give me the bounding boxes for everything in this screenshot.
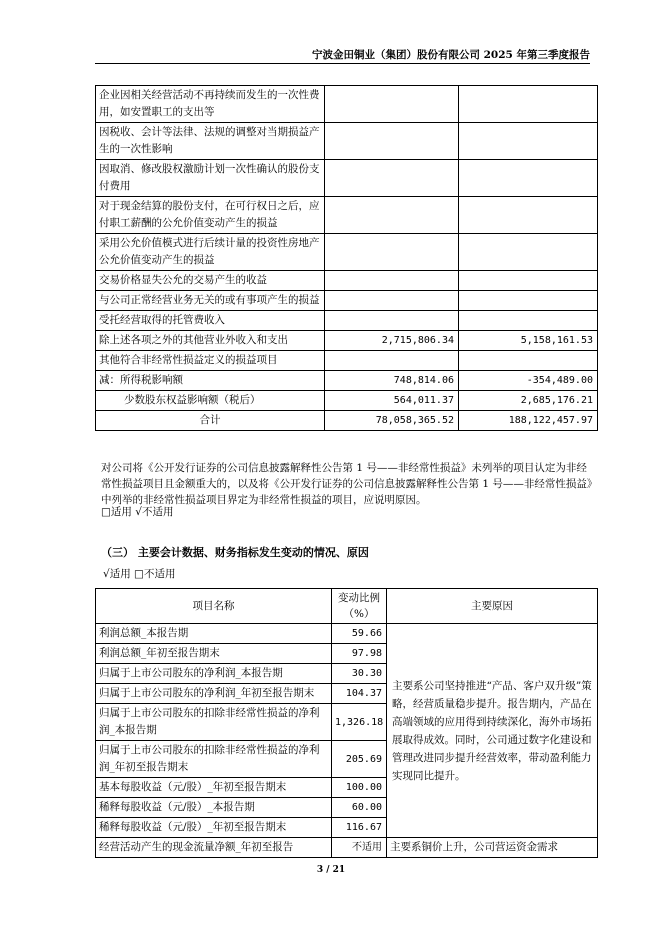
row-value-ytd [459, 234, 598, 271]
page-number: 3 / 21 [316, 865, 346, 875]
row-value-current [325, 291, 459, 311]
row-item-label: 因取消、修改股权激励计划一次性确认的股份支付费用 [96, 160, 325, 197]
row-value-current: 2,715,806.34 [325, 331, 459, 351]
row-item-label: 交易价格显失公允的交易产生的收益 [96, 271, 325, 291]
table-row [96, 624, 598, 644]
page-header-title: 宁波金田铜业（集团）股份有限公司 2025 年第三季度报告 [311, 49, 590, 61]
table-row [96, 838, 598, 858]
note-paragraph: 对公司将《公开发行证券的公司信息披露解释性公告第 1 号——非经常性损益》未列举的项目认定为非经常性损益项目且金额重大的，以及将《公开发行证券的公司信息披露解释性公告第 1 号——非经常性损益》中列举的非经常性损益项目界定为非经常性损益的项目，应说明原因。 [101, 462, 593, 506]
row-value-current [325, 160, 459, 197]
row-item-label: 采用公允价值模式进行后续计量的投资性房地产公允价值变动产生的损益 [96, 234, 325, 271]
row-value-ytd [459, 197, 598, 234]
header-main-reason: 主要原因 [387, 589, 598, 624]
row-value-current [325, 123, 459, 160]
indicator-name: 基本每股收益（元/股）_年初至报告期末 [96, 778, 332, 798]
row-item-label: 少数股东权益影响额（税后） [96, 391, 325, 411]
row-value-current: 564,011.37 [325, 391, 459, 411]
row-value-ytd [459, 160, 598, 197]
row-item-label: 除上述各项之外的其他营业外收入和支出 [96, 331, 325, 351]
row-item-label: 其他符合非经常性损益定义的损益项目 [96, 351, 325, 371]
row-value-current: 78,058,365.52 [325, 411, 459, 431]
indicator-name: 归属于上市公司股东的扣除非经常性损益的净利润_年初至报告期末 [96, 741, 332, 778]
indicator-name: 归属于上市公司股东的净利润_年初至报告期末 [96, 684, 332, 704]
change-ratio: 97.98 [332, 644, 387, 664]
row-value-current [325, 197, 459, 234]
table-row [96, 331, 598, 351]
indicator-name: 利润总额_年初至报告期末 [96, 644, 332, 664]
row-value-current [325, 86, 459, 123]
header-item-name: 项目名称 [96, 589, 332, 624]
row-value-ytd [459, 351, 598, 371]
row-value-ytd [459, 311, 598, 331]
change-ratio: 30.30 [332, 664, 387, 684]
indicator-name: 利润总额_本报告期 [96, 624, 332, 644]
header-change-ratio: 变动比例（%） [332, 589, 387, 624]
change-ratio: 59.66 [332, 624, 387, 644]
row-value-ytd: 188,122,457.97 [459, 411, 598, 431]
row-value-ytd: 2,685,176.21 [459, 391, 598, 411]
table-row [96, 160, 598, 197]
table-row [96, 391, 598, 411]
row-item-label: 与公司正常经营业务无关的或有事项产生的损益 [96, 291, 325, 311]
section-applicability-options: √适用 □不适用 [103, 568, 176, 580]
change-ratio: 116.67 [332, 818, 387, 838]
header-divider [95, 63, 590, 64]
row-value-current [325, 271, 459, 291]
row-value-ytd [459, 271, 598, 291]
table-row [96, 123, 598, 160]
indicator-name: 稀释每股收益（元/股）_本报告期 [96, 798, 332, 818]
table-row [96, 197, 598, 234]
row-item-label: 减：所得税影响额 [96, 371, 325, 391]
change-ratio: 1,326.18 [332, 704, 387, 741]
row-item-label: 合计 [96, 411, 325, 431]
row-value-ytd: 5,158,161.53 [459, 331, 598, 351]
table-row [96, 371, 598, 391]
indicator-change-table [95, 588, 598, 858]
indicator-name: 经营活动产生的现金流量净额_年初至报告 [96, 838, 332, 858]
table-row [96, 351, 598, 371]
note-applicability-options: □适用 √不适用 [101, 506, 174, 518]
indicator-name: 归属于上市公司股东的扣除非经常性损益的净利润_本报告期 [96, 704, 332, 741]
change-ratio: 不适用 [332, 838, 387, 858]
row-value-current [325, 351, 459, 371]
row-item-label: 因税收、会计等法律、法规的调整对当期损益产生的一次性影响 [96, 123, 325, 160]
change-ratio: 205.69 [332, 741, 387, 778]
row-value-ytd [459, 291, 598, 311]
row-value-current [325, 234, 459, 271]
change-ratio: 100.00 [332, 778, 387, 798]
row-value-ytd [459, 123, 598, 160]
table-row [96, 86, 598, 123]
row-item-label: 受托经营取得的托管费收入 [96, 311, 325, 331]
table-row [96, 234, 598, 271]
row-value-current [325, 311, 459, 331]
row-value-current: 748,814.06 [325, 371, 459, 391]
section-title: （三） 主要会计数据、财务指标发生变动的情况、原因 [101, 546, 369, 559]
table-row [96, 271, 598, 291]
row-value-ytd: -354,489.00 [459, 371, 598, 391]
table-row [96, 311, 598, 331]
table-header-row [96, 589, 598, 624]
main-reason-text: 主要系铜价上升，公司营运资金需求 [387, 838, 598, 858]
indicator-name: 归属于上市公司股东的净利润_本报告期 [96, 664, 332, 684]
indicator-name: 稀释每股收益（元/股）_年初至报告期末 [96, 818, 332, 838]
row-item-label: 企业因相关经营活动不再持续而发生的一次性费用，如安置职工的支出等 [96, 86, 325, 123]
row-value-ytd [459, 86, 598, 123]
change-ratio: 104.37 [332, 684, 387, 704]
row-item-label: 对于现金结算的股份支付，在可行权日之后，应付职工薪酬的公允价值变动产生的损益 [96, 197, 325, 234]
change-ratio: 60.00 [332, 798, 387, 818]
main-reason-text: 主要系公司坚持推进“产品、客户双升级”策略，经营质量稳步提升。报告期内，产品在高端领域的应用得到持续深化，海外市场拓展取得成效。同时，公司通过数字化建设和管理改进同步提升经营效率，带动盈利能力实现同比提升。 [387, 624, 598, 838]
table-row [96, 411, 598, 431]
non-recurring-items-table [95, 85, 598, 431]
table-row [96, 291, 598, 311]
